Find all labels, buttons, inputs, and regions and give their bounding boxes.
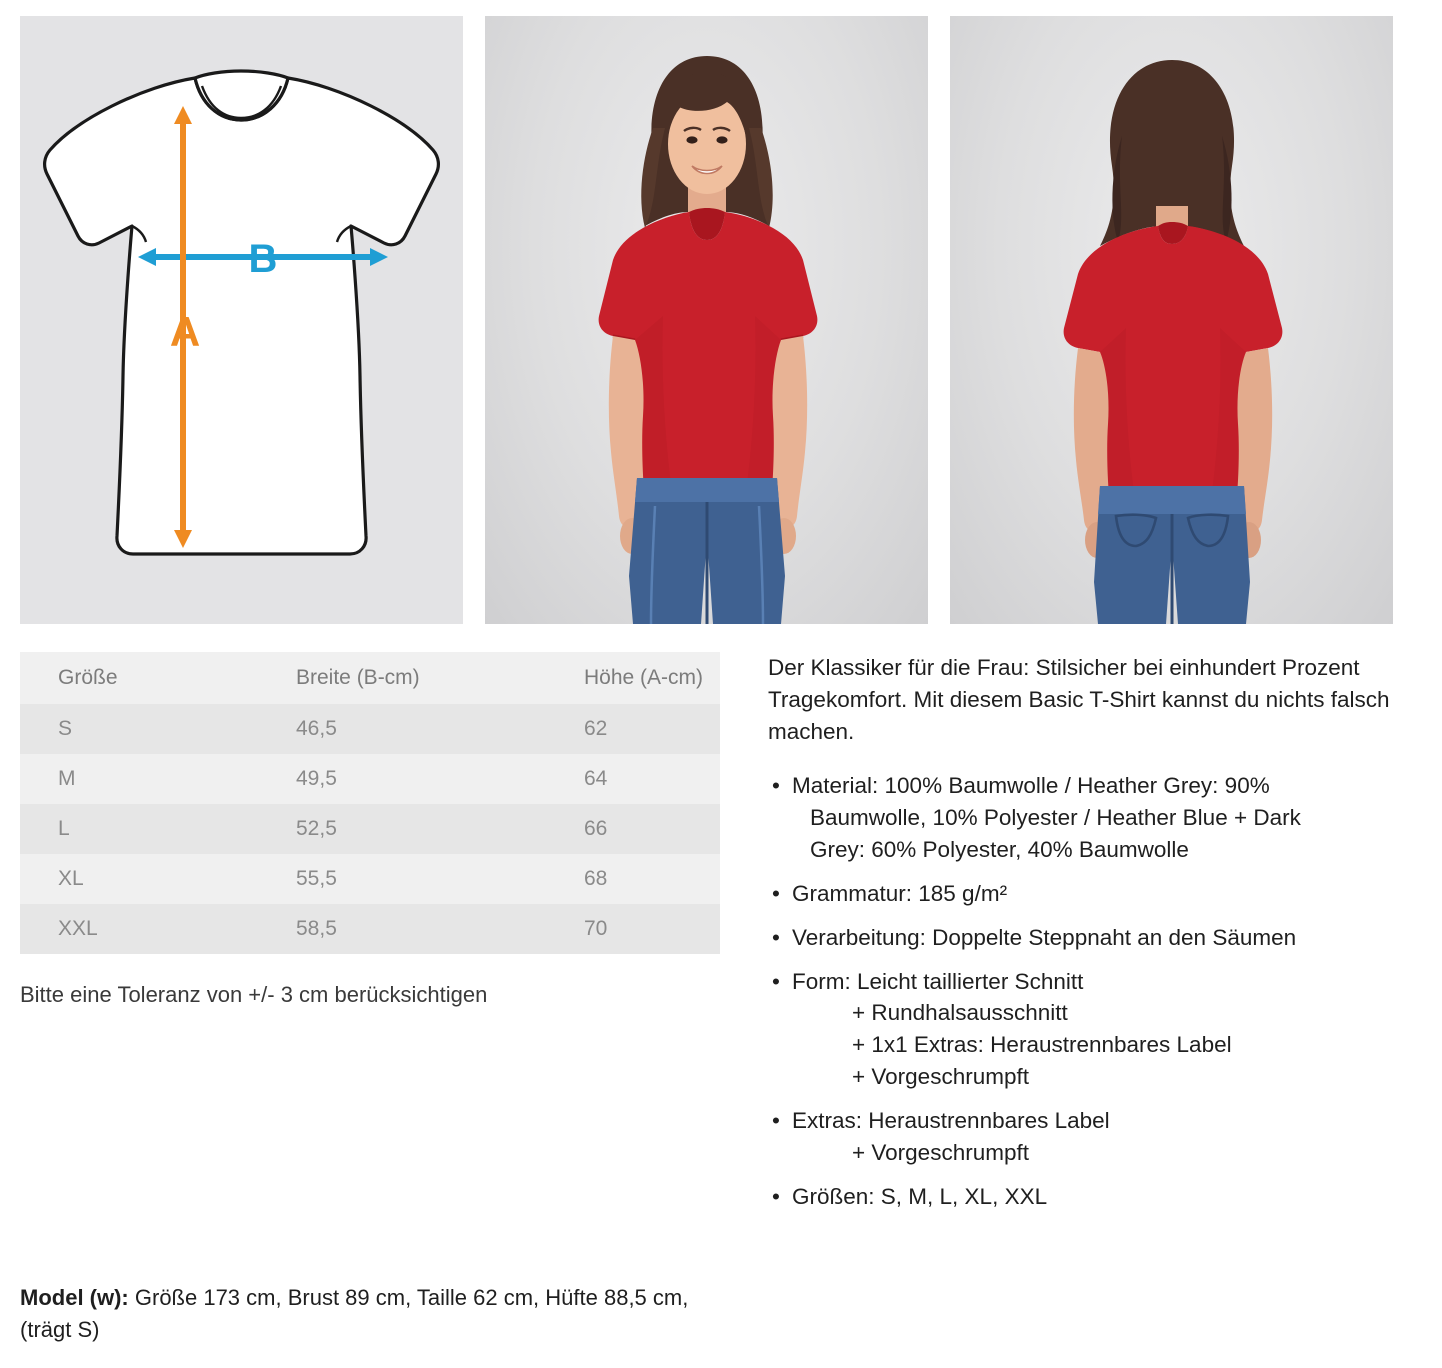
model-back-illustration <box>950 16 1393 624</box>
model-back-photo <box>950 16 1393 624</box>
cell-height: 64 <box>546 754 720 804</box>
cell-height: 70 <box>546 904 720 954</box>
table-row <box>20 754 720 804</box>
cell-width: 58,5 <box>258 904 546 954</box>
description-column <box>732 652 1422 1225</box>
feature-sub: + Rundhalsausschnitt <box>852 1000 1068 1026</box>
feature-continuation: Baumwolle, 10% Polyester / Heather Blue + Dark <box>810 804 1301 830</box>
list-item <box>768 770 1422 866</box>
table-row <box>20 904 720 954</box>
size-schematic-panel <box>20 16 463 624</box>
cell-size: S <box>20 704 258 754</box>
column-header-size: Größe <box>20 652 258 704</box>
feature-sub: + Vorgeschrumpft <box>852 1064 1029 1090</box>
lower-content <box>0 624 1442 1225</box>
cell-height: 62 <box>546 704 720 754</box>
list-item <box>768 966 1422 1094</box>
feature-sub: + 1x1 Extras: Heraustrennbares Label <box>852 1032 1232 1058</box>
cell-size: M <box>20 754 258 804</box>
model-front-photo <box>485 16 928 624</box>
column-header-height: Höhe (A-cm) <box>546 652 720 704</box>
cell-height: 66 <box>546 804 720 854</box>
list-item <box>768 1181 1422 1213</box>
feature-text: Extras: Heraustrennbares Label <box>792 1108 1110 1134</box>
feature-sub: + Vorgeschrumpft <box>852 1140 1029 1166</box>
feature-text: Verarbeitung: Doppelte Steppnaht an den Säumen <box>792 924 1297 950</box>
list-item <box>768 878 1422 910</box>
table-row <box>20 854 720 904</box>
height-label: A <box>169 308 201 355</box>
feature-text: Grammatur: 185 g/m² <box>792 880 1008 906</box>
table-header-row <box>20 652 720 704</box>
width-label: B <box>248 237 278 281</box>
model-details: Größe 173 cm, Brust 89 cm, Taille 62 cm, Hüfte 88,5 cm, (trägt S) <box>20 1285 689 1343</box>
feature-text: Form: Leicht taillierter Schnitt <box>792 968 1084 994</box>
description-intro: Der Klassiker für die Frau: Stilsicher bei einhundert Prozent Tragekomfort. Mit diesem Basic T-Shirt kannst du nichts falsch machen. <box>768 655 1390 744</box>
feature-text: Größen: S, M, L, XL, XXL <box>792 1184 1048 1210</box>
model-measurements <box>20 1282 720 1346</box>
list-item <box>768 922 1422 954</box>
cell-size: XXL <box>20 904 258 954</box>
cell-size: XL <box>20 854 258 904</box>
cell-height: 68 <box>546 854 720 904</box>
model-label: Model (w): <box>20 1285 129 1311</box>
feature-list <box>768 770 1422 1213</box>
cell-width: 49,5 <box>258 754 546 804</box>
cell-size: L <box>20 804 258 854</box>
column-header-width: Breite (B-cm) <box>258 652 546 704</box>
list-item <box>768 1105 1422 1169</box>
size-info-column <box>20 652 732 1225</box>
size-table <box>20 652 720 954</box>
feature-continuation: Grey: 60% Polyester, 40% Baumwolle <box>810 836 1189 862</box>
cell-width: 55,5 <box>258 854 546 904</box>
cell-width: 52,5 <box>258 804 546 854</box>
feature-text: Material: 100% Baumwolle / Heather Grey: 90% <box>792 772 1270 798</box>
product-image-row <box>0 0 1442 624</box>
model-front-illustration <box>485 16 928 624</box>
table-row <box>20 704 720 754</box>
table-row <box>20 804 720 854</box>
tshirt-schematic <box>20 16 463 624</box>
tolerance-note: Bitte eine Toleranz von +/- 3 cm berücksichtigen <box>20 982 488 1007</box>
cell-width: 46,5 <box>258 704 546 754</box>
